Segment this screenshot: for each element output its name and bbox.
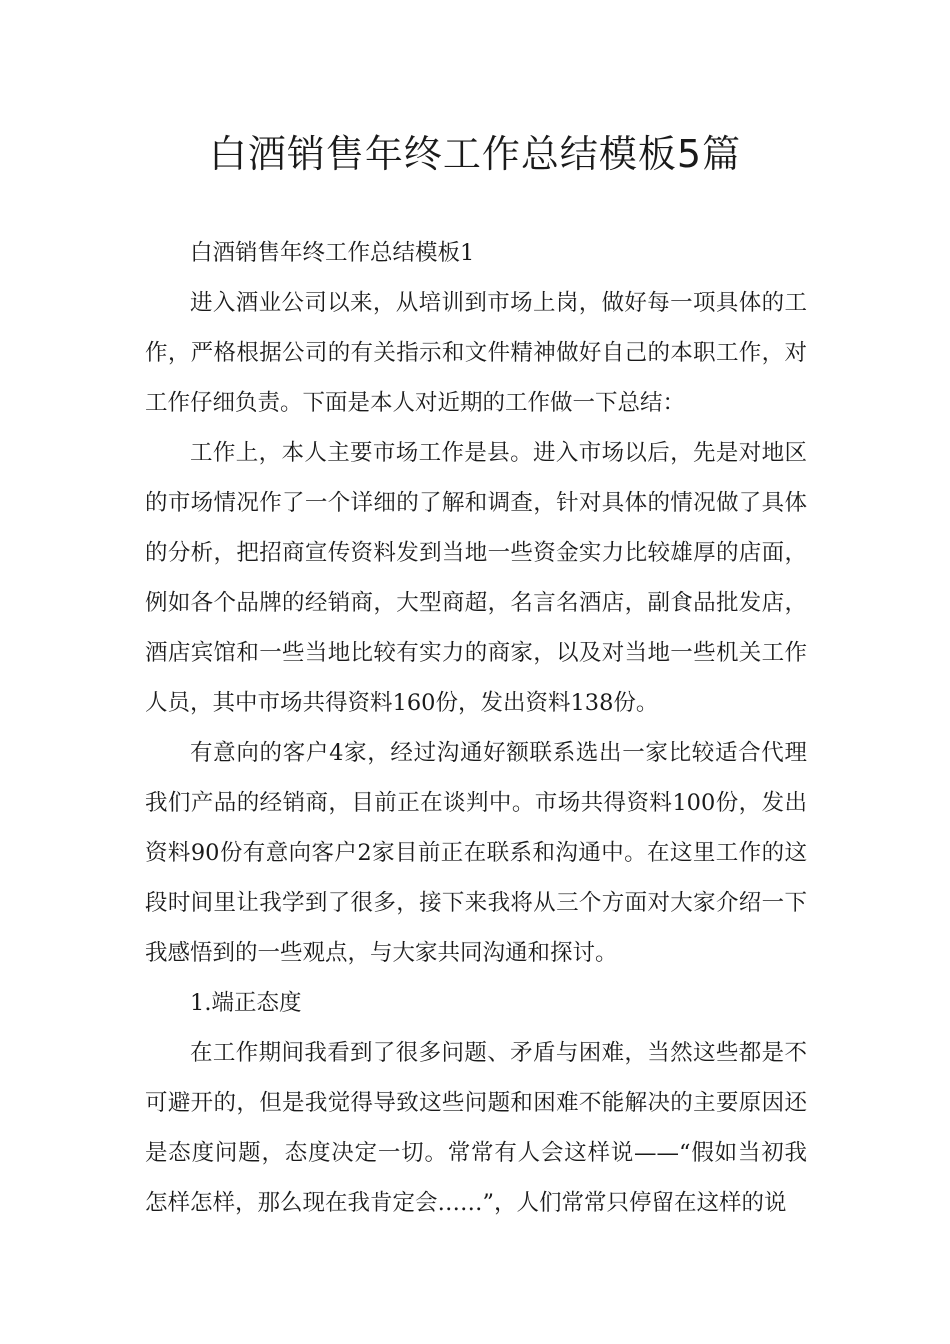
paragraph: 工作上，本人主要市场工作是县。进入市场以后，先是对地区的市场情况作了一个详细的了解和调查，针对具体的情况做了具体的分析，把招商宣传资料发到当地一些资金实力比较雄厚的店面，例如各个品牌的经销商，大型商超，名言名酒店，副食品批发店，酒店宾馆和一些当地比较有实力的商家，以及对当地一些机关工作人员，其中市场共得资料160份，发出资料138份。: [145, 440, 807, 716]
paragraph-subtitle: 白酒销售年终工作总结模板1: [190, 240, 475, 266]
section-heading: 1.端正态度: [190, 990, 302, 1016]
paragraph: 有意向的客户4家，经过沟通好额联系选出一家比较适合代理我们产品的经销商，目前正在谈判中。市场共得资料100份，发出资料90份有意向客户2家目前正在联系和沟通中。在这里工作的这段时间里让我学到了很多，接下来我将从三个方面对大家介绍一下我感悟到的一些观点，与大家共同沟通和探讨。: [145, 740, 807, 966]
paragraph: 进入酒业公司以来，从培训到市场上岗，做好每一项具体的工作，严格根据公司的有关指示和文件精神做好自己的本职工作，对工作仔细负责。下面是本人对近期的工作做一下总结：: [145, 290, 807, 416]
paragraph: 在工作期间我看到了很多问题、矛盾与困难，当然这些都是不可避开的，但是我觉得导致这些问题和困难不能解决的主要原因还是态度问题，态度决定一切。常常有人会这样说——“假如当初我怎样怎样，那么现在我肯定会……”，人们常常只停留在这样的说: [145, 1040, 807, 1216]
document-body: [145, 228, 807, 1228]
document-title: 白酒销售年终工作总结模板5篇: [208, 132, 742, 176]
